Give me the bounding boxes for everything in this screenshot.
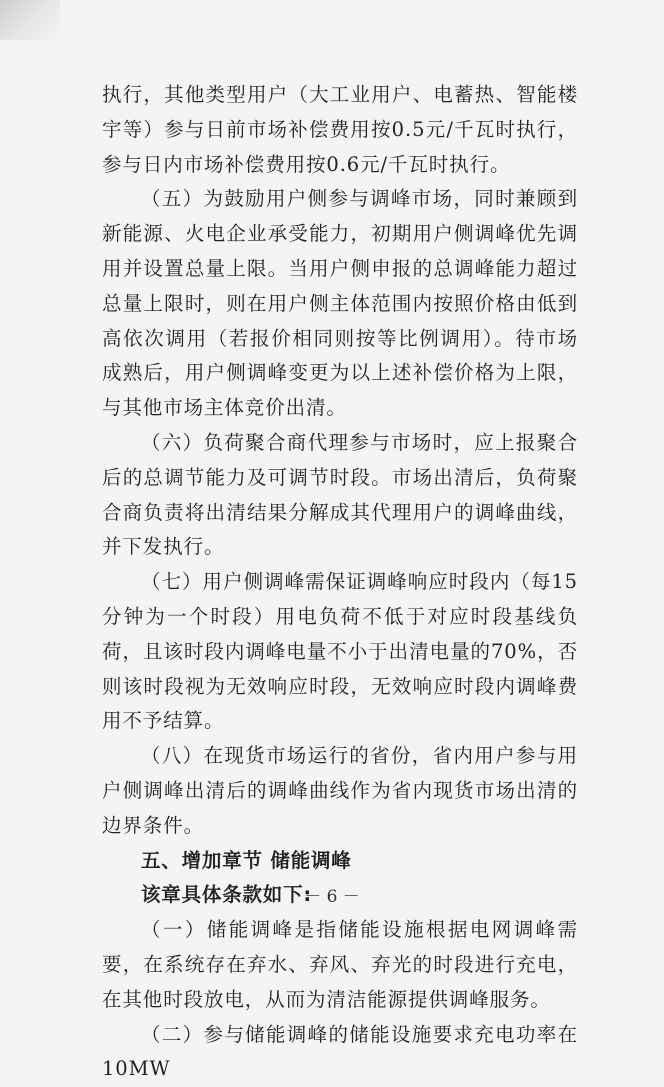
paragraph-item-2: （二）参与储能调峰的储能设施要求充电功率在10MW: [102, 1022, 578, 1081]
paragraph-item-1: （一）储能调峰是指储能设施根据电网调峰需要，在系统存在弃水、弃风、弃光的时段进行充电，在其他时段放电，从而为清洁能源提供调峰服务。: [102, 918, 578, 1011]
section-intro: 该章具体条款如下:: [141, 883, 312, 907]
paragraph-item-6: （六）负荷聚合商代理参与市场时，应上报聚合后的总调节能力及可调节时段。市场出清后，负荷聚合商负责将出清结果分解成其代理用户的调峰曲线，并下发执行。: [102, 430, 578, 559]
document-body: [102, 78, 578, 1087]
scan-corner-mark: [0, 0, 60, 40]
paragraph-item-8: （八）在现货市场运行的省份，省内用户参与用户侧调峰出清后的调峰曲线作为省内现货市场出清的边界条件。: [102, 744, 578, 837]
paragraph-continuation: 执行，其他类型用户（大工业用户、电蓄热、智能楼宇等）参与日前市场补偿费用按0.5元/千瓦时执行，参与日内市场补偿费用按0.6元/千瓦时执行。: [102, 83, 578, 176]
section-heading: 五、增加章节 储能调峰: [141, 848, 352, 872]
paragraph-item-7: （七）用户侧调峰需保证调峰响应时段内（每15分钟为一个时段）用电负荷不低于对应时段基线负荷，且该时段内调峰电量不小于出清电量的70%，否则该时段视为无效响应时段，无效响应时段内调峰费用不予结算。: [102, 570, 578, 733]
page-number: － 6 －: [304, 887, 360, 907]
paragraph-item-5: （五）为鼓励用户侧参与调峰市场，同时兼顾到新能源、火电企业承受能力，初期用户侧调峰优先调用并设置总量上限。当用户侧申报的总调峰能力超过总量上限时，则在用户侧主体范围内按照价格由低到高依次调用（若报价相同则按等比例调用）。待市场成熟后，用户侧调峰变更为以上述补偿价格为上限，与其他市场主体竞价出清。: [102, 187, 578, 420]
